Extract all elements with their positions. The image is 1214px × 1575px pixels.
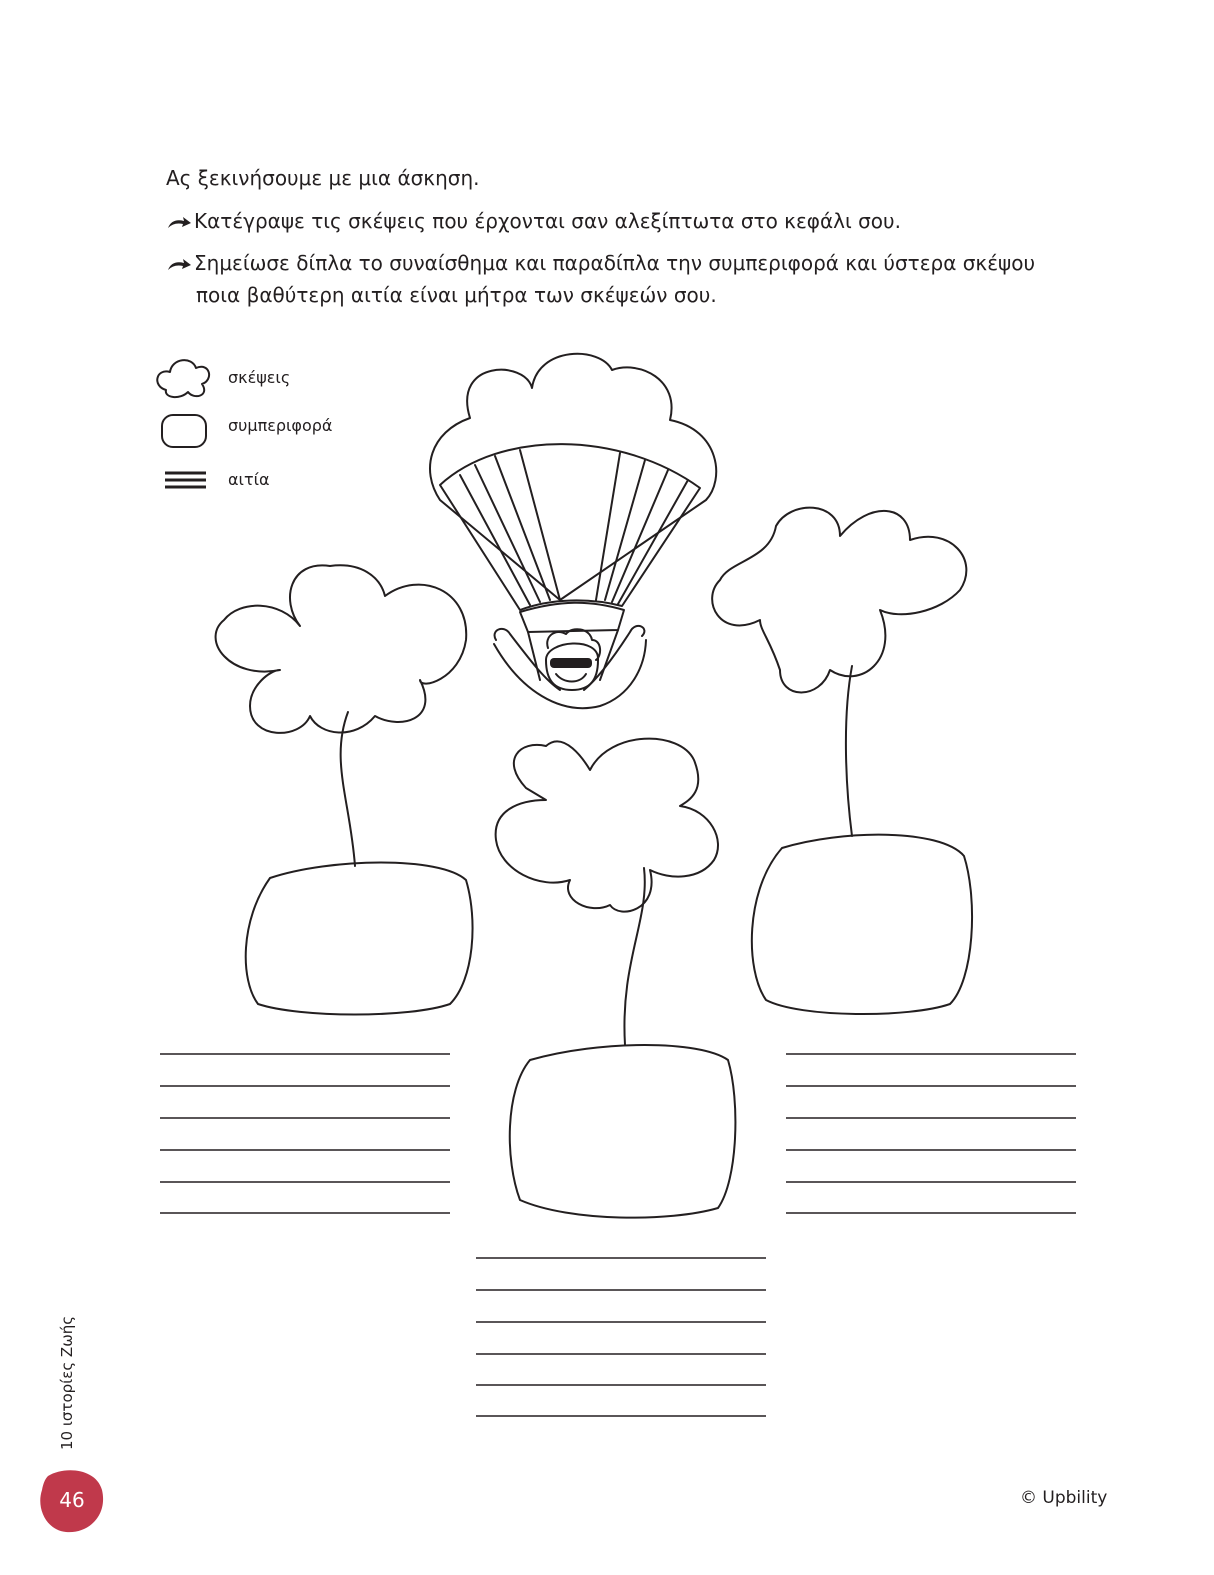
- page-number: 46: [59, 1488, 85, 1512]
- copyright-notice: © Upbility: [1020, 1488, 1108, 1508]
- intro-text: Ας ξεκινήσουμε με μια άσκηση.: [166, 166, 480, 190]
- thought-cloud-center: [496, 739, 718, 912]
- connector-right: [846, 666, 852, 836]
- legend-behavior-label: συμπεριφορά: [228, 416, 333, 435]
- connector-left: [341, 712, 355, 866]
- sunglasses-icon: [550, 658, 592, 668]
- instruction-step-1-text: Κατέγραψε τις σκέψεις που έρχονται σαν αλεξίπτωτα στο κεφάλι σου.: [194, 209, 901, 233]
- legend-cause-icon: [165, 473, 206, 487]
- cause-lines-left: [160, 1054, 450, 1213]
- parachute-thought-cloud: [430, 354, 716, 600]
- connector-center: [624, 868, 644, 1045]
- behavior-box-left: [246, 863, 473, 1015]
- legend-behavior-icon: [162, 415, 206, 447]
- cause-lines-center: [476, 1258, 766, 1416]
- legend-thoughts-label: σκέψεις: [228, 368, 291, 387]
- thought-cloud-right: [712, 508, 966, 693]
- thought-cloud-left: [216, 565, 467, 733]
- legend-cloud-icon: [157, 360, 209, 397]
- instruction-step-2-text: Σημείωσε δίπλα το συναίσθημα και παραδίπλα την συμπεριφορά και ύστερα σκέψου: [194, 251, 1036, 275]
- legend-cause-label: αιτία: [228, 470, 270, 489]
- skydiver-arms: [495, 626, 645, 690]
- behavior-box-center: [510, 1045, 736, 1218]
- book-title-vertical: 10 ιστορίες Ζωής: [58, 1315, 76, 1450]
- cause-lines-right: [786, 1054, 1076, 1213]
- page-number-badge: [40, 1468, 104, 1534]
- behavior-box-right: [752, 835, 972, 1014]
- instruction-step-2-continuation: ποια βαθύτερη αιτία είναι μήτρα των σκέψεών σου.: [196, 282, 717, 307]
